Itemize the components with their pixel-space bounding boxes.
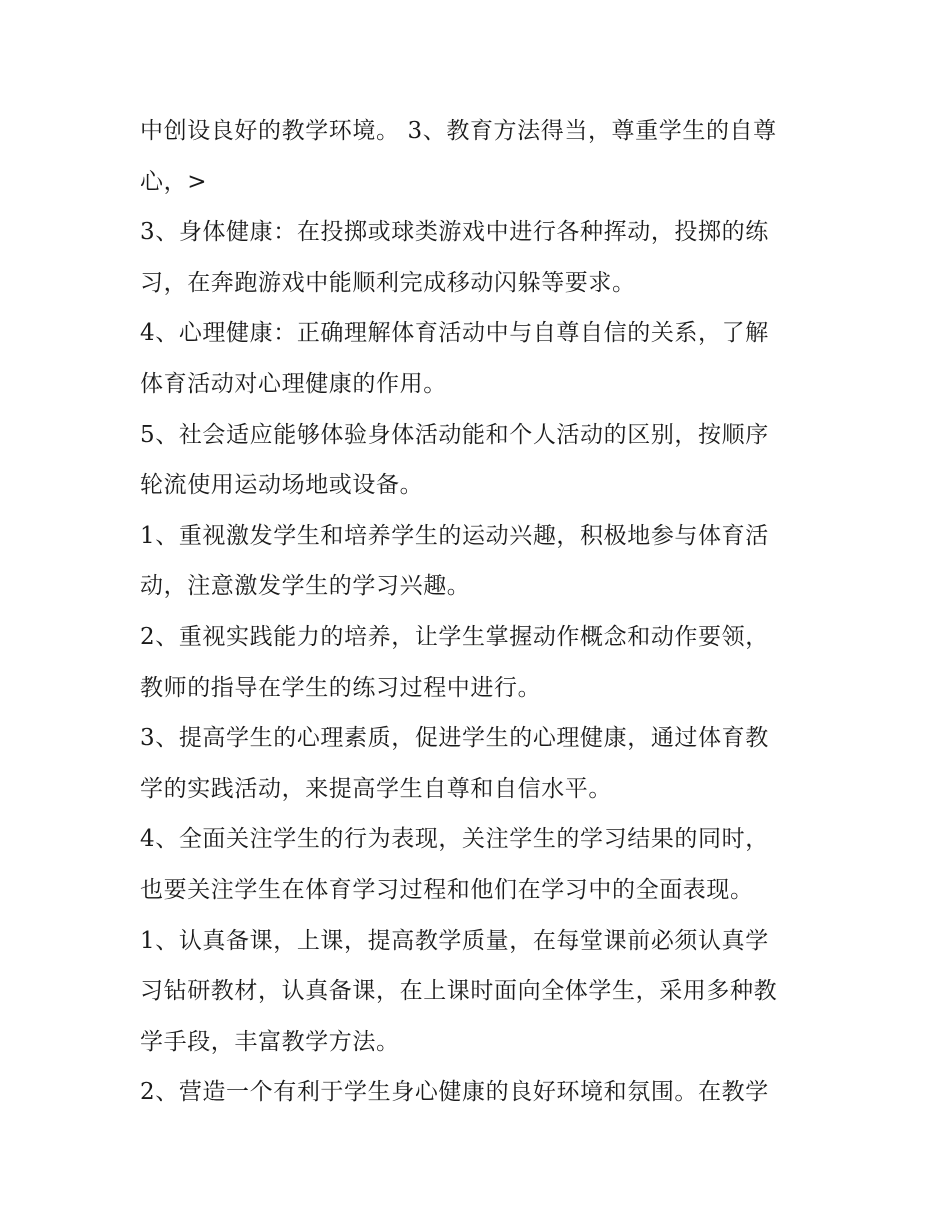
document-body xyxy=(140,106,830,1118)
text-line: 体育活动对心理健康的作用。 xyxy=(140,370,447,397)
text-line: 学的实践活动，来提高学生自尊和自信水平。 xyxy=(140,775,612,802)
text-line: 3、身体健康：在投掷或球类游戏中进行各种挥动，投掷的练 xyxy=(140,219,769,246)
text-line: 2、重视实践能力的培养，让学生掌握动作概念和动作要领， xyxy=(140,623,769,650)
text-line: 也要关注学生在体育学习过程和他们在学习中的全面表现。 xyxy=(140,876,754,903)
text-line: 中创设良好的教学环境。 3、教育方法得当，尊重学生的自尊 xyxy=(140,118,777,144)
text-line: 4、全面关注学生的行为表现，关注学生的学习结果的同时， xyxy=(140,826,769,853)
text-line: 学手段，丰富教学方法。 xyxy=(140,1028,400,1055)
text-line: 轮流使用运动场地或设备。 xyxy=(140,472,424,499)
text-line: 5、社会适应能够体验身体活动能和个人活动的区别，按顺序 xyxy=(140,421,769,448)
text-line: 4、心理健康：正确理解体育活动中与自尊自信的关系，了解 xyxy=(140,320,769,347)
text-line: 1、重视激发学生和培养学生的运动兴趣，积极地参与体育活 xyxy=(140,522,769,549)
text-line: 教师的指导在学生的练习过程中进行。 xyxy=(140,674,542,701)
text-line: 习钻研教材，认真备课，在上课时面向全体学生，采用多种教 xyxy=(140,978,778,1005)
text-line: 1、认真备课，上课，提高教学质量，在每堂课前必须认真学 xyxy=(140,927,769,954)
text-line: 心，> xyxy=(140,168,208,195)
text-line: 2、营造一个有利于学生身心健康的良好环境和氛围。在教学 xyxy=(140,1079,769,1106)
text-line: 动，注意激发学生的学习兴趣。 xyxy=(140,573,471,600)
text-line: 习，在奔跑游戏中能顺利完成移动闪躲等要求。 xyxy=(140,269,636,296)
text-line: 3、提高学生的心理素质，促进学生的心理健康，通过体育教 xyxy=(140,725,769,752)
